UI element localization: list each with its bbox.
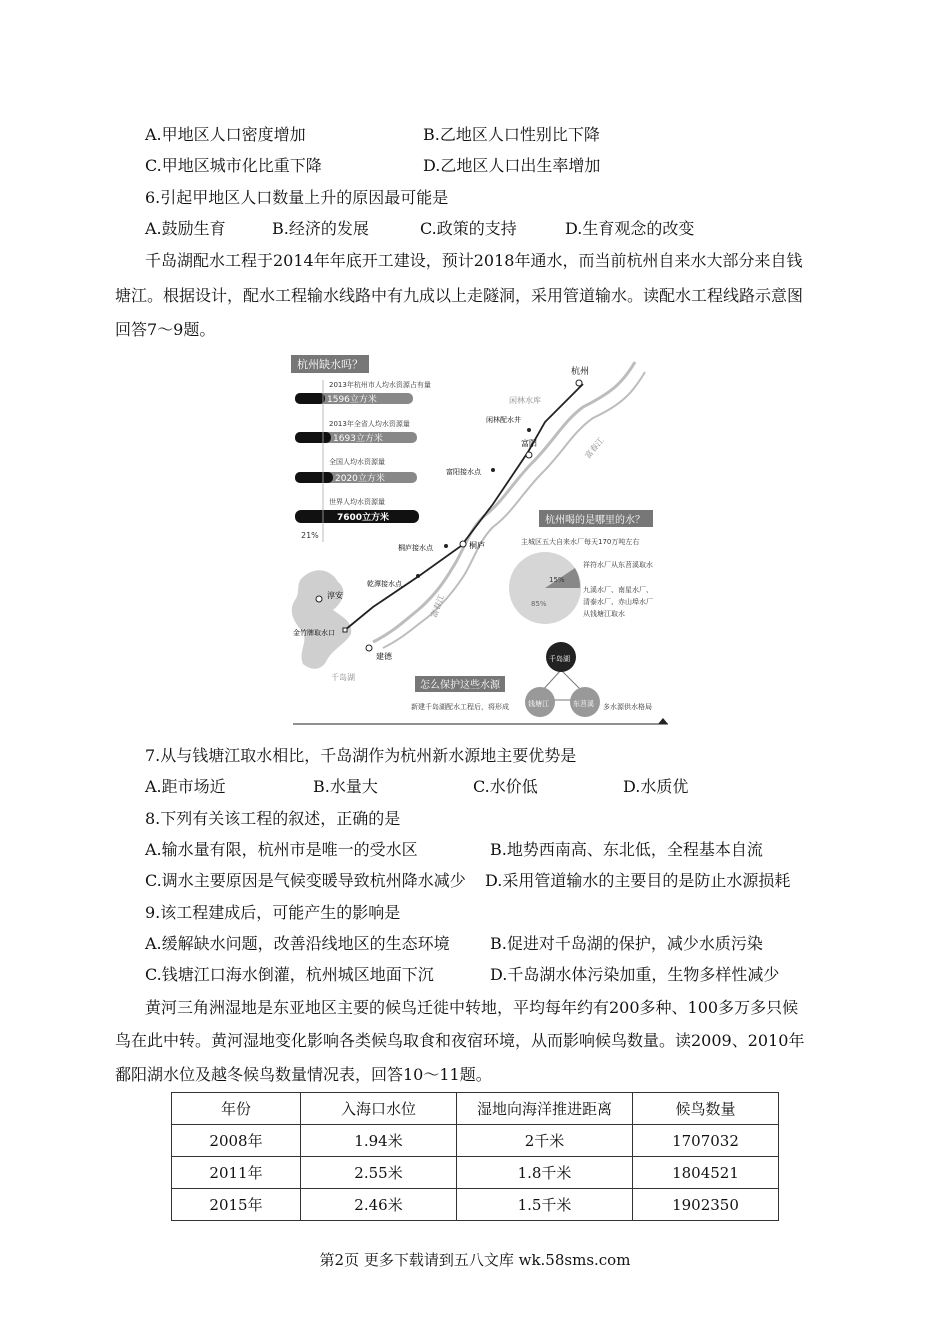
bar4-caption: 世界人均水资源量 — [329, 498, 385, 506]
place-fuyang-point: 富阳接水点 — [446, 468, 481, 476]
table-header: 入海口水位 — [301, 1093, 457, 1125]
panel3-title: 怎么保护这些水源 — [420, 680, 500, 691]
circle-qiandaohu: 千岛湖 — [549, 655, 570, 663]
table-cell: 1707032 — [633, 1125, 779, 1157]
q6-option-d: D.生育观念的改变 — [565, 219, 695, 238]
place-tonglu-point: 桐庐接水点 — [398, 544, 433, 552]
table-cell: 2011年 — [172, 1157, 301, 1189]
q7-option-a: A.距市场近 — [145, 777, 226, 796]
place-xianlin-well: 闲林配水井 — [486, 416, 521, 424]
table-cell: 1804521 — [633, 1157, 779, 1189]
table-row — [172, 1157, 779, 1189]
passage1-line2: 塘江。根据设计，配水工程输水线路中有九成以上走隧洞，采用管道输水。读配水工程线路示意图 — [115, 286, 804, 305]
bar3-caption: 全国人均水资源量 — [329, 458, 385, 466]
q5-option-b: B.乙地区人口性别比下降 — [423, 125, 600, 144]
table-row — [172, 1125, 779, 1157]
place-qiandaohu: 千岛湖 — [331, 673, 355, 682]
bird-data-table — [171, 1092, 779, 1221]
pattern-label: 多水源供水格局 — [603, 703, 652, 711]
q7-option-b: B.水量大 — [313, 777, 378, 796]
q9-option-b: B.促进对千岛湖的保护，减少水质污染 — [490, 934, 763, 953]
place-qiantan-point: 乾潭接水点 — [367, 580, 402, 588]
table-row — [172, 1189, 779, 1221]
place-xianlin-reservoir: 闲林水库 — [509, 396, 541, 405]
pie-small-label: 祥符水厂从东苕溪取水 — [583, 561, 653, 569]
table-header: 年份 — [172, 1093, 301, 1125]
passage2-line3: 鄱阳湖水位及越冬候鸟数量情况表，回答10～11题。 — [115, 1065, 492, 1084]
place-fuyang: 富阳 — [521, 439, 537, 448]
place-fuchunjiang-1: 富春江 — [583, 436, 606, 461]
q8-stem: 8.下列有关该工程的叙述，正确的是 — [145, 809, 401, 828]
panel2-title: 杭州喝的是哪里的水？ — [545, 515, 645, 526]
q6-option-a: A.鼓励生育 — [145, 219, 226, 238]
q5-option-a: A.甲地区人口密度增加 — [145, 125, 306, 144]
passage1-line3: 回答7～9题。 — [115, 320, 216, 339]
panel2-subtitle: 主城区五大自来水厂每天170万吨左右 — [521, 538, 640, 546]
bar1-value: 1596立方米 — [327, 395, 377, 405]
table-cell: 1.94米 — [301, 1125, 457, 1157]
panel1-title: 杭州缺水吗？ — [297, 358, 363, 371]
table-header-row — [172, 1093, 779, 1125]
q7-stem: 7.从与钱塘江取水相比，千岛湖作为杭州新水源地主要优势是 — [145, 746, 577, 765]
pie-large-label-3: 从钱塘江取水 — [583, 610, 625, 618]
place-jiande: 建德 — [376, 652, 392, 661]
q6-option-c: C.政策的支持 — [420, 219, 517, 238]
pie-large-label-2: 清泰水厂、赤山埠水厂 — [583, 598, 653, 606]
page-footer: 第2页 更多下载请到五八文库 wk.58sms.com — [319, 1251, 631, 1269]
place-chunan: 淳安 — [327, 591, 343, 600]
passage2-line1: 黄河三角洲湿地是东亚地区主要的候鸟迁徙中转地，平均每年约有200多种、100多万多只候 — [145, 998, 799, 1017]
place-tonglu: 桐庐 — [469, 541, 485, 550]
q6-stem: 6.引起甲地区人口数量上升的原因最可能是 — [145, 188, 449, 207]
passage2-line2: 鸟在此中转。黄河湿地变化影响各类候鸟取食和夜宿环境，从而影响候鸟数量。读2009、2010年 — [115, 1031, 805, 1050]
q7-option-d: D.水质优 — [623, 777, 689, 796]
water-diversion-map-figure — [283, 352, 673, 732]
q9-option-c: C.钱塘江口海水倒灌，杭州城区地面下沉 — [145, 965, 434, 984]
table-cell: 2.55米 — [301, 1157, 457, 1189]
q6-option-b: B.经济的发展 — [272, 219, 369, 238]
table-header: 候鸟数量 — [633, 1093, 779, 1125]
table-cell: 2008年 — [172, 1125, 301, 1157]
table-cell: 2千米 — [457, 1125, 633, 1157]
place-hangzhou: 杭州 — [571, 367, 590, 377]
q5-option-d: D.乙地区人口出生率增加 — [423, 156, 601, 175]
table-cell: 1.8千米 — [457, 1157, 633, 1189]
table-cell: 2.46米 — [301, 1189, 457, 1221]
pie-large-label-1: 九溪水厂、南星水厂、 — [583, 586, 653, 594]
place-fuchunjiang-2: 富春江 — [429, 593, 447, 620]
circle-qiantangjiang: 钱塘江 — [528, 700, 549, 708]
qiandao-lake — [292, 570, 352, 669]
bar2-value: 1693立方米 — [333, 434, 383, 444]
q8-option-b: B.地势西南高、东北低，全程基本自流 — [490, 840, 763, 859]
q7-option-c: C.水价低 — [473, 777, 538, 796]
circle-dongtiaoxi: 东苕溪 — [573, 700, 594, 708]
bar3-value: 2020立方米 — [335, 474, 385, 484]
table-cell: 1902350 — [633, 1189, 779, 1221]
q9-option-d: D.千岛湖水体污染加重，生物多样性减少 — [490, 965, 780, 984]
q9-option-a: A.缓解缺水问题，改善沿线地区的生态环境 — [145, 934, 450, 953]
q8-option-d: D.采用管道输水的主要目的是防止水源损耗 — [485, 871, 791, 890]
bar1-caption: 2013年杭州市人均水资源占有量 — [329, 381, 431, 389]
q9-stem: 9.该工程建成后，可能产生的影响是 — [145, 903, 401, 922]
panel3-subtitle: 新建千岛湖配水工程后，将形成 — [411, 703, 509, 711]
table-cell: 1.5千米 — [457, 1189, 633, 1221]
table-header: 湿地向海洋推进距离 — [457, 1093, 633, 1125]
pie-85: 85% — [531, 600, 547, 608]
bar2-caption: 2013年全省人均水资源量 — [329, 420, 410, 428]
q8-option-c: C.调水主要原因是气候变暖导致杭州降水减少 — [145, 871, 466, 890]
percent-21: 21% — [301, 531, 319, 540]
q5-option-c: C.甲地区城市化比重下降 — [145, 156, 322, 175]
passage1-line1: 千岛湖配水工程于2014年年底开工建设，预计2018年通水，而当前杭州自来水大部分来自钱 — [145, 251, 803, 270]
place-jinzhu: 金竹牌取水口 — [293, 629, 335, 637]
pie-15: 15% — [549, 576, 565, 584]
q8-option-a: A.输水量有限，杭州市是唯一的受水区 — [145, 840, 418, 859]
bar4-value: 7600立方米 — [337, 513, 390, 523]
table-cell: 2015年 — [172, 1189, 301, 1221]
